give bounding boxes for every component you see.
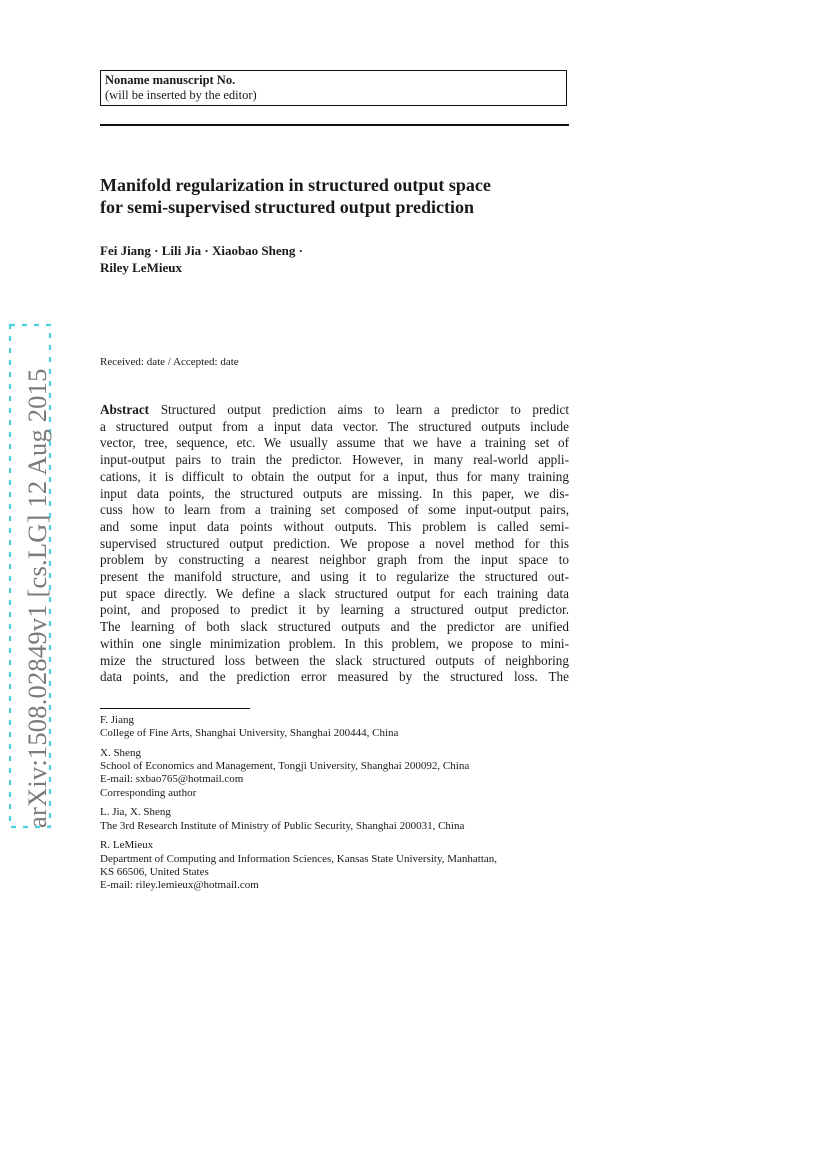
abstract-label: Abstract — [100, 402, 150, 417]
abstract-line: present the manifold structure, and using it to regularize the structured out- — [100, 569, 569, 585]
received-accepted-date: Received: date / Accepted: date — [100, 356, 239, 368]
abstract-line: supervised structured output prediction. We propose a novel method for this — [100, 535, 569, 551]
abstract-line: problem by constructing a nearest neighbor graph from the input space to — [100, 552, 569, 568]
affiliation-sheng — [100, 747, 570, 800]
abstract-line: cations, it is difficult to obtain the output for a input, thus for many training — [100, 468, 569, 484]
abstract-line: input-output pairs to train the predictor. However, in many real-world appli- — [100, 452, 569, 468]
manuscript-number-label: Noname manuscript No. — [105, 73, 236, 87]
authors-line-2: Riley LeMieux — [100, 260, 182, 275]
affiliations — [100, 714, 570, 899]
affiliation-line: School of Economics and Management, Tongji University, Shanghai 200092, China — [100, 760, 470, 773]
abstract — [100, 402, 569, 686]
affiliation-name: R. LeMieux — [100, 839, 154, 852]
abstract-text: Structured output prediction aims to learn a predictor to predict — [160, 402, 570, 417]
abstract-line: and some input data points without outputs. This problem is called semi- — [100, 518, 569, 534]
abstract-line: input data points, the structured outputs are missing. In this paper, we dis- — [100, 485, 569, 501]
manuscript-header-box — [100, 70, 567, 106]
affiliation-jiang — [100, 714, 570, 740]
editor-note: (will be inserted by the editor) — [105, 88, 257, 102]
affiliation-line: The 3rd Research Institute of Ministry of Public Security, Shanghai 200031, China — [100, 819, 465, 832]
title-line-2: for semi-supervised structured output prediction — [100, 197, 475, 217]
abstract-line: a structured output from a input data vector. The structured outputs include — [100, 418, 569, 434]
abstract-line: vector, tree, sequence, etc. We usually assume that we have a training set of — [100, 435, 569, 451]
footnote-rule — [100, 708, 250, 709]
affiliation-line: KS 66506, United States — [100, 865, 209, 878]
affiliation-name: X. Sheng — [100, 747, 141, 759]
affiliation-name: L. Jia, X. Sheng — [100, 806, 171, 819]
abstract-line — [100, 402, 569, 419]
abstract-line: The learning of both slack structured outputs and the predictor are unified — [100, 619, 569, 635]
authors-line-1: Fei Jiang · Lili Jia · Xiaobao Sheng · — [100, 243, 303, 258]
header-rule — [100, 124, 569, 126]
abstract-line: data points, and the prediction error measured by the structured loss. The — [100, 669, 569, 685]
author-list — [100, 242, 580, 276]
affiliation-jia-sheng — [100, 806, 570, 832]
abstract-line: mize the structured loss between the slack structured outputs of neighboring — [100, 652, 569, 668]
affiliation-line: College of Fine Arts, Shanghai University, Shanghai 200444, China — [100, 727, 399, 740]
title-line-1: Manifold regularization in structured output space — [100, 175, 491, 195]
affiliation-lemieux — [100, 839, 570, 892]
affiliation-email: E-mail: sxbao765@hotmail.com — [100, 773, 244, 786]
affiliation-email: E-mail: riley.lemieux@hotmail.com — [100, 879, 259, 892]
abstract-line: cuss how to learn from a training set composed of some input-output pairs, — [100, 502, 569, 518]
paper-title — [100, 174, 600, 218]
abstract-line: point, and proposed to predict it by learning a structured output predictor. — [100, 602, 569, 618]
affiliation-name: F. Jiang — [100, 714, 134, 726]
abstract-line: put space directly. We define a slack structured output for each training data — [100, 585, 569, 601]
affiliation-line: Corresponding author — [100, 786, 197, 799]
affiliation-line: Department of Computing and Information Sciences, Kansas State University, Manhattan, — [100, 852, 498, 865]
abstract-line: within one single minimization problem. In this problem, we propose to mini- — [100, 635, 569, 651]
arxiv-identifier[interactable]: arXiv:1508.02849v1 [cs.LG] 12 Aug 2015 — [22, 368, 52, 828]
